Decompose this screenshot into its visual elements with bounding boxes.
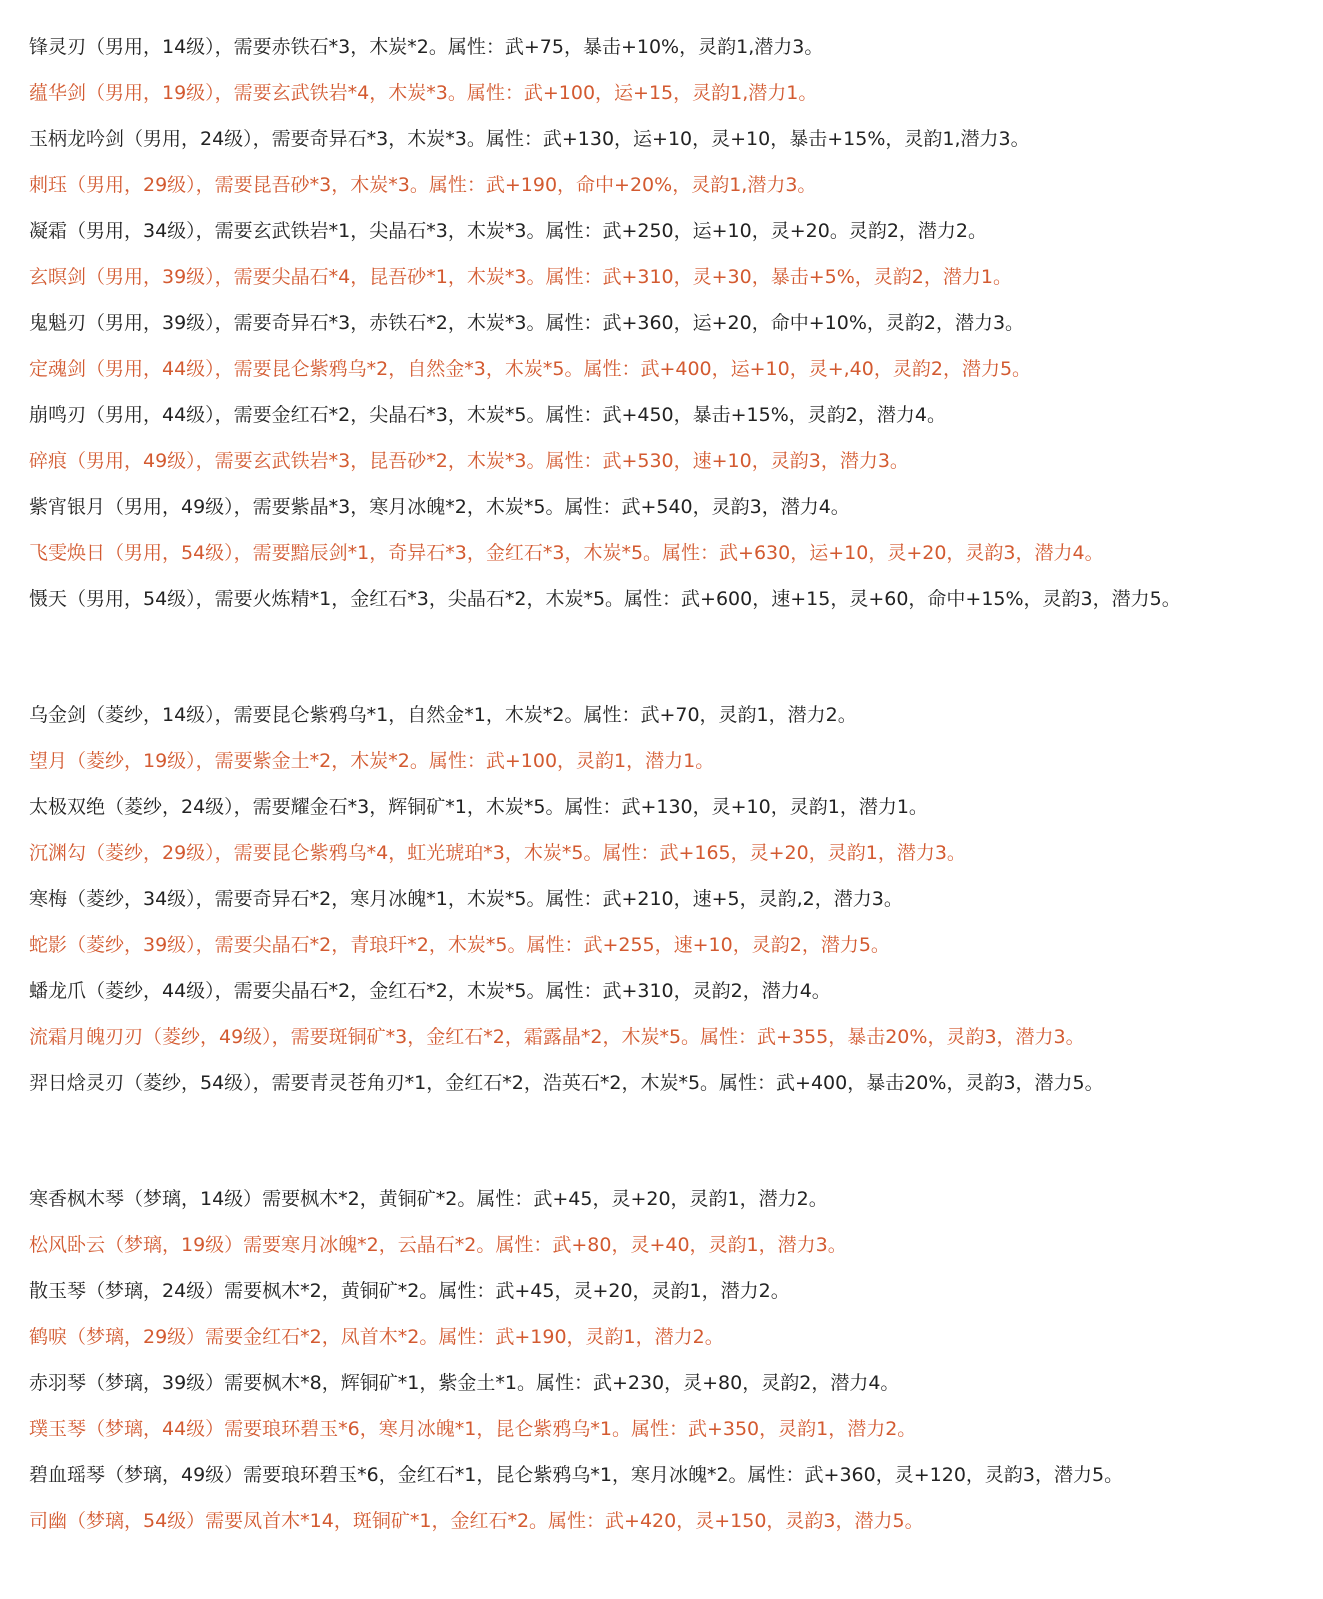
recipe-line: 蛇影（菱纱，39级），需要尖晶石*2，青琅玕*2，木炭*5。属性：武+255，速+10，灵韵2，潜力5。 [29, 934, 890, 956]
recipe-line: 散玉琴（梦璃，24级）需要枫木*2，黄铜矿*2。属性：武+45，灵+20，灵韵1，潜力2。 [29, 1280, 790, 1302]
recipe-line: 望月（菱纱，19级），需要紫金土*2，木炭*2。属性：武+100，灵韵1，潜力1。 [29, 750, 715, 772]
recipe-line: 乌金剑（菱纱，14级），需要昆仑紫鸦乌*1，自然金*1，木炭*2。属性：武+70，灵韵1，潜力2。 [29, 704, 857, 726]
recipe-line: 寒香枫木琴（梦璃，14级）需要枫木*2，黄铜矿*2。属性：武+45，灵+20，灵韵1，潜力2。 [29, 1188, 828, 1210]
recipe-line: 玉柄龙吟剑（男用，24级），需要奇异石*3，木炭*3。属性：武+130，运+10，灵+10，暴击+15%，灵韵1,潜力3。 [29, 128, 1030, 150]
recipe-line: 鬼魁刃（男用，39级），需要奇异石*3，赤铁石*2，木炭*3。属性：武+360，运+20，命中+10%，灵韵2，潜力3。 [29, 312, 1025, 334]
recipe-line: 太极双绝（菱纱，24级），需要耀金石*3，辉铜矿*1，木炭*5。属性：武+130，灵+10，灵韵1，潜力1。 [29, 796, 928, 818]
section-mengli-weapons [29, 1179, 1323, 1547]
recipe-line: 蟠龙爪（菱纱，44级），需要尖晶石*2，金红石*2，木炭*5。属性：武+310，灵韵2，潜力4。 [29, 980, 831, 1002]
recipe-line: 鹤唳（梦璃，29级）需要金红石*2，凤首木*2。属性：武+190，灵韵1，潜力2。 [29, 1326, 724, 1348]
recipe-line: 崩鸣刃（男用，44级），需要金红石*2，尖晶石*3，木炭*5。属性：武+450，暴击+15%，灵韵2，潜力4。 [29, 404, 946, 426]
recipe-line: 羿日焓灵刃（菱纱，54级），需要青灵苍角刃*1，金红石*2，浩英石*2，木炭*5。属性：武+400，暴击20%，灵韵3，潜力5。 [29, 1072, 1104, 1094]
recipe-line: 松风卧云（梦璃，19级）需要寒月冰魄*2，云晶石*2。属性：武+80，灵+40，灵韵1，潜力3。 [29, 1234, 847, 1256]
recipe-line: 刺珏（男用，29级），需要昆吾砂*3，木炭*3。属性：武+190，命中+20%，灵韵1,潜力3。 [29, 174, 817, 196]
recipe-line: 赤羽琴（梦璃，39级）需要枫木*8，辉铜矿*1，紫金土*1。属性：武+230，灵+80，灵韵2，潜力4。 [29, 1372, 900, 1394]
recipe-line: 流霜月魄刃刃（菱纱，49级），需要斑铜矿*3，金红石*2，霜露晶*2，木炭*5。属性：武+355，暴击20%，灵韵3，潜力3。 [29, 1026, 1085, 1048]
recipe-line: 定魂剑（男用，44级），需要昆仑紫鸦乌*2，自然金*3，木炭*5。属性：武+400，运+10，灵+,40，灵韵2，潜力5。 [29, 358, 1032, 380]
recipe-line: 凝霜（男用，34级），需要玄武铁岩*1，尖晶石*3，木炭*3。属性：武+250，运+10，灵+20。灵韵2，潜力2。 [29, 220, 987, 242]
recipe-line: 碧血瑶琴（梦璃，49级）需要琅环碧玉*6，金红石*1，昆仑紫鸦乌*1，寒月冰魄*2。属性：武+360，灵+120，灵韵3，潜力5。 [29, 1464, 1124, 1486]
recipe-line: 紫宵银月（男用，49级），需要紫晶*3，寒月冰魄*2，木炭*5。属性：武+540，灵韵3，潜力4。 [29, 496, 850, 518]
recipe-line: 蕴华剑（男用，19级），需要玄武铁岩*4，木炭*3。属性：武+100，运+15，灵韵1,潜力1。 [29, 82, 818, 104]
recipe-line: 飞雯焕日（男用，54级），需要黯辰剑*1，奇异石*3，金红石*3，木炭*5。属性：武+630，运+10，灵+20，灵韵3，潜力4。 [29, 542, 1104, 564]
recipe-line: 碎痕（男用，49级），需要玄武铁岩*3，昆吾砂*2，木炭*3。属性：武+530，速+10，灵韵3，潜力3。 [29, 450, 909, 472]
recipe-line: 玄暝剑（男用，39级），需要尖晶石*4，昆吾砂*1，木炭*3。属性：武+310，灵+30，暴击+5%，灵韵2，潜力1。 [29, 266, 1012, 288]
recipe-line: 璞玉琴（梦璃，44级）需要琅环碧玉*6，寒月冰魄*1，昆仑紫鸦乌*1。属性：武+350，灵韵1，潜力2。 [29, 1418, 917, 1440]
recipe-line: 沉渊勾（菱纱，29级），需要昆仑紫鸦乌*4，虹光琥珀*3，木炭*5。属性：武+165，灵+20，灵韵1，潜力3。 [29, 842, 966, 864]
recipe-line: 锋灵刃（男用，14级），需要赤铁石*3，木炭*2。属性：武+75，暴击+10%，灵韵1,潜力3。 [29, 36, 824, 58]
recipe-line: 寒梅（菱纱，34级），需要奇异石*2，寒月冰魄*1，木炭*5。属性：武+210，速+5，灵韵,2，潜力3。 [29, 888, 903, 910]
recipe-line: 慑天（男用，54级），需要火炼精*1，金红石*3，尖晶石*2，木炭*5。属性：武+600，速+15，灵+60，命中+15%，灵韵3，潜力5。 [29, 588, 1181, 610]
section-lingsha-weapons [29, 695, 1323, 1109]
recipe-line: 司幽（梦璃，54级）需要凤首木*14，斑铜矿*1，金红石*2。属性：武+420，灵+150，灵韵3，潜力5。 [29, 1510, 924, 1532]
section-male-weapons [29, 27, 1323, 625]
